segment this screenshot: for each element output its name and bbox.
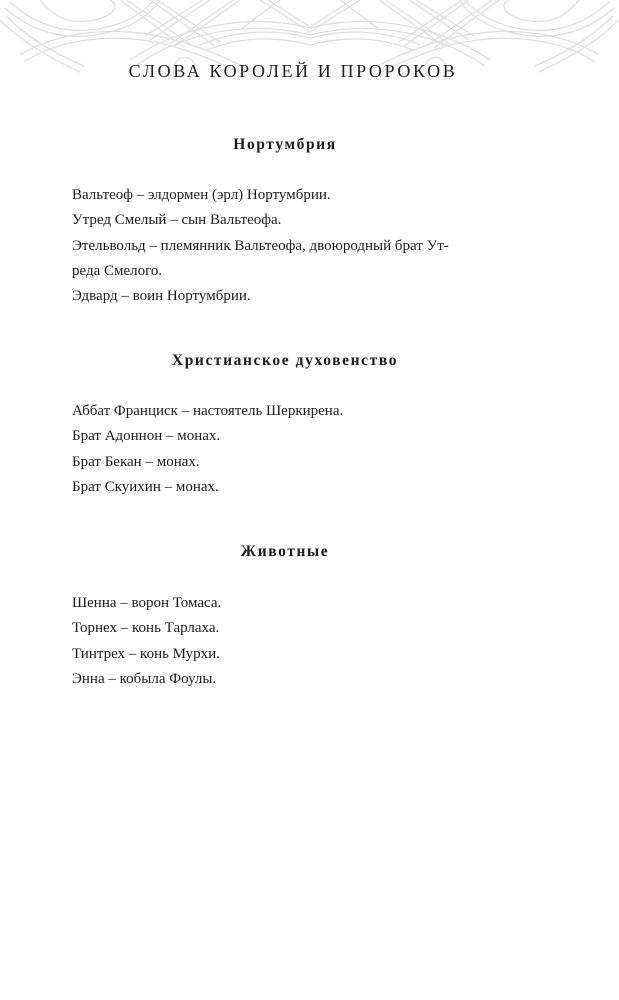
entry-list-clergy (72, 399, 512, 500)
list-item: Брат Скуихин – монах. (72, 478, 219, 495)
section-heading-clergy: Христианское духовенство (171, 352, 399, 369)
list-item: Утред Смелый – сын Вальтеофа. (72, 212, 282, 229)
list-item: Тинтрех – конь Мурхи. (72, 645, 220, 662)
entry-list-animals (72, 591, 512, 692)
list-item: Шенна – ворон Томаса. (72, 595, 222, 611)
list-item: Торнех – конь Тарлаха. (72, 620, 220, 637)
list-item: Вальтеоф – элдормен (эрл) Нортумбрии. (72, 187, 331, 203)
section-heading-northumbria: Нортумбрия (233, 136, 337, 153)
entry-list-northumbria (72, 183, 512, 309)
list-item: Эдвард – воин Нортумбрии. (72, 288, 251, 305)
list-item: Этельвольд – племянник Вальтеофа, двоюродный брат Ут- (72, 237, 449, 254)
list-item: реда Смелого. (72, 262, 163, 279)
list-item: Брат Адоннон – монах. (72, 428, 221, 445)
list-item: Энна – кобыла Фоулы. (72, 670, 217, 687)
list-item: Аббат Франциск – настоятель Шеркирена. (72, 403, 344, 419)
running-head: СЛОВА КОРОЛЕЙ И ПРОРОКОВ (128, 61, 458, 81)
list-item: Брат Бекан – монах. (72, 453, 200, 470)
section-heading-animals: Животные (240, 543, 330, 560)
